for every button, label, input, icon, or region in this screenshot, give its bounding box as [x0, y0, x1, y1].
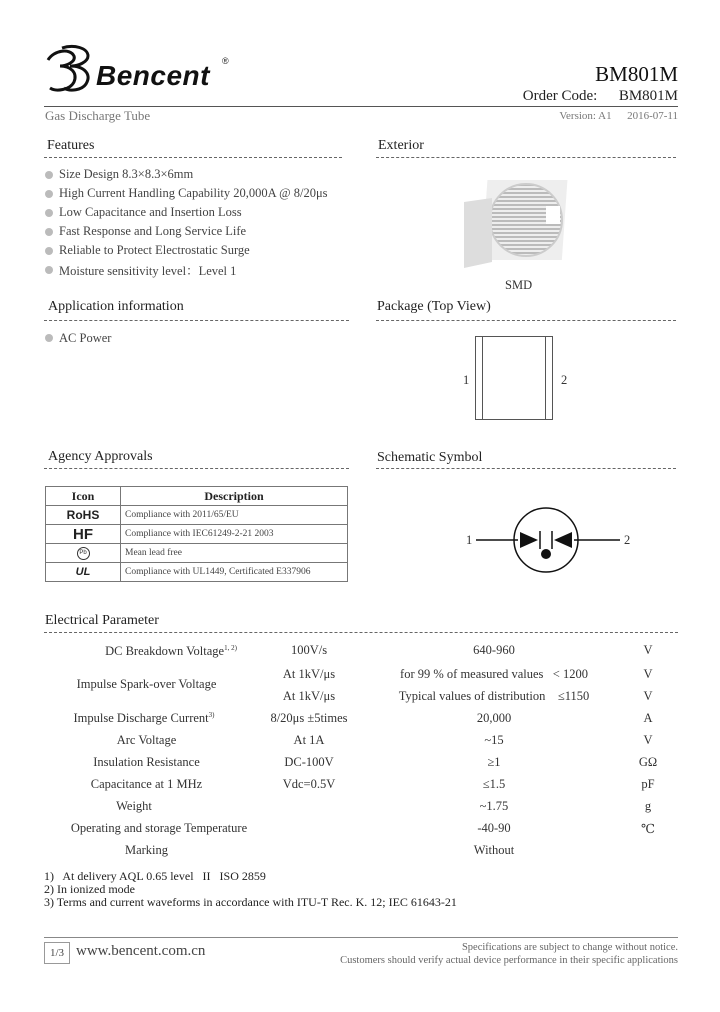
schematic-title: Schematic Symbol — [377, 450, 483, 465]
param-unit: A — [643, 711, 653, 725]
note-2: 2) In ionized mode — [44, 882, 135, 896]
ul-icon: UL — [46, 563, 121, 582]
package-outline — [475, 336, 553, 420]
exterior-divider — [376, 157, 676, 158]
header-divider — [44, 106, 678, 107]
param-name: DC Breakdown Voltage$^{1, 2)}$ — [105, 644, 237, 659]
table-row — [46, 563, 348, 582]
param-condition: At 1kV/μs — [282, 667, 336, 681]
table-cell: Compliance with IEC61249-2-21 2003 — [121, 525, 348, 544]
halogen-free-icon: HF — [46, 525, 121, 544]
list-item: Reliable to Protect Electrostatic Surge — [45, 241, 328, 260]
param-name: Weight — [116, 799, 152, 813]
param-name: Arc Voltage — [116, 733, 177, 747]
list-item: Moisture sensitivity level：Level 1 — [45, 260, 328, 279]
table-row — [46, 544, 348, 563]
table-row — [44, 838, 678, 860]
table-row — [44, 706, 678, 728]
gas-discharge-tube-symbol — [462, 505, 632, 575]
logo — [44, 44, 244, 94]
note-1: 1) At delivery AQL 0.65 level II ISO 2859 — [44, 869, 266, 883]
package-pin-2: 2 — [561, 373, 568, 387]
table-cell: Compliance with 2011/65/EU — [121, 506, 348, 525]
list-item: AC Power — [45, 329, 111, 347]
brand-name: Bencent — [96, 60, 210, 91]
agency-divider — [44, 468, 349, 469]
agency-table — [45, 486, 348, 582]
param-name: Insulation Resistance — [93, 755, 200, 769]
bullet-icon — [45, 266, 53, 274]
exterior-caption: SMD — [505, 278, 533, 292]
bullet-icon — [45, 190, 53, 198]
package-terminal-right — [545, 336, 546, 420]
param-value: ≥1 — [487, 755, 501, 769]
bullet-icon — [45, 247, 53, 255]
param-value: ~15 — [484, 733, 504, 747]
param-name: Capacitance at 1 MHz — [90, 777, 203, 791]
param-unit: V — [643, 667, 653, 681]
disclaimer-line-2: Customers should verify actual device performance in their specific applications — [340, 955, 678, 966]
page-number: 1/3 — [44, 942, 70, 964]
param-unit: GΩ — [638, 755, 658, 769]
param-unit: ℃ — [641, 822, 655, 836]
param-unit: V — [643, 643, 653, 657]
order-code-value: BM801M — [618, 88, 678, 104]
schematic-divider — [376, 468, 676, 469]
table-row — [46, 506, 348, 525]
registered-mark: ® — [222, 56, 229, 66]
param-condition: At 1kV/μs — [282, 689, 336, 703]
exterior-title: Exterior — [378, 138, 424, 153]
bullet-icon — [45, 171, 53, 179]
table-row — [44, 640, 678, 662]
notes — [44, 870, 457, 909]
param-name: Operating and storage Temperature — [70, 821, 248, 835]
table-row — [44, 684, 678, 706]
icon-column-header: Icon — [46, 487, 121, 506]
agency-title: Agency Approvals — [48, 449, 153, 464]
schematic-pin-1: 1 — [466, 533, 473, 547]
rohs-icon: RoHS — [46, 506, 121, 525]
table-row — [44, 750, 678, 772]
footer-divider — [44, 937, 678, 938]
schematic-pin-2: 2 — [624, 533, 631, 547]
lead-free-cell — [46, 544, 121, 563]
table-cell: Mean lead free — [121, 544, 348, 563]
param-value: 20,000 — [476, 711, 512, 725]
table-row — [44, 662, 678, 691]
param-condition: Vdc=0.5V — [282, 777, 336, 791]
param-name: Impulse Spark-over Voltage — [76, 677, 217, 691]
list-item: Low Capacitance and Insertion Loss — [45, 203, 328, 222]
table-row — [44, 728, 678, 750]
version-info — [559, 110, 678, 122]
website-link[interactable]: www.bencent.com.cn — [76, 943, 206, 959]
param-value: ~1.75 — [479, 799, 509, 813]
disclaimer — [340, 941, 678, 967]
features-list — [45, 165, 328, 279]
electrical-divider — [44, 632, 678, 633]
table-cell: Compliance with UL1449, Certificated E337906 — [121, 563, 348, 582]
lead-free-icon: Pb — [77, 547, 90, 560]
package-pin-1: 1 — [463, 373, 470, 387]
param-unit: V — [643, 733, 653, 747]
param-unit: pF — [641, 777, 655, 791]
electrical-title: Electrical Parameter — [45, 613, 159, 628]
param-value: ≤1.5 — [482, 777, 506, 791]
bullet-icon — [45, 334, 53, 342]
order-code — [523, 88, 678, 105]
param-condition: DC-100V — [284, 755, 334, 769]
description-column-header: Description — [121, 487, 348, 506]
package-terminal-left — [482, 336, 483, 420]
param-value: -40-90 — [477, 821, 511, 835]
param-unit: V — [643, 689, 653, 703]
param-value: Without — [473, 843, 515, 857]
version-label: Version: A1 — [559, 110, 612, 122]
bullet-icon — [45, 209, 53, 217]
part-number: BM801M — [595, 62, 678, 86]
param-name: Marking — [124, 843, 169, 857]
features-divider — [44, 157, 342, 158]
package-divider — [376, 320, 676, 321]
application-title: Application information — [48, 299, 184, 314]
param-value: for 99 % of measured values < 1200 — [400, 667, 588, 681]
order-code-label: Order Code: — [522, 88, 598, 104]
list-item: Fast Response and Long Service Life — [45, 222, 328, 241]
logo-mark-icon — [44, 44, 96, 94]
table-header-row — [46, 487, 348, 506]
param-name: Impulse Discharge Current$^{3)}$ — [73, 711, 215, 726]
param-unit: g — [644, 799, 652, 813]
note-3: 3) Terms and current waveforms in accordance with ITU-T Rec. K. 12; IEC 61643-21 — [44, 895, 457, 909]
bullet-icon — [45, 228, 53, 236]
param-value: Typical values of distribution ≤1150 — [398, 689, 590, 703]
table-row — [44, 772, 678, 794]
param-value: 640-960 — [473, 643, 515, 657]
table-row — [44, 816, 678, 838]
list-item: High Current Handling Capability 20,000A @ 8/20μs — [45, 184, 328, 203]
param-condition: 8/20μs ±5times — [270, 711, 348, 725]
param-condition: 100V/s — [290, 643, 328, 657]
param-condition: At 1A — [293, 733, 325, 747]
application-divider — [44, 320, 349, 321]
table-row — [46, 525, 348, 544]
package-title: Package (Top View) — [377, 299, 491, 314]
smd-component-image — [462, 172, 572, 272]
features-title: Features — [47, 138, 95, 153]
disclaimer-line-1: Specifications are subject to change without notice. — [461, 942, 678, 953]
list-item: Size Design 8.3×8.3×6mm — [45, 165, 328, 184]
table-row — [44, 794, 678, 816]
product-type: Gas Discharge Tube — [45, 108, 151, 123]
version-date: 2016-07-11 — [627, 110, 678, 122]
